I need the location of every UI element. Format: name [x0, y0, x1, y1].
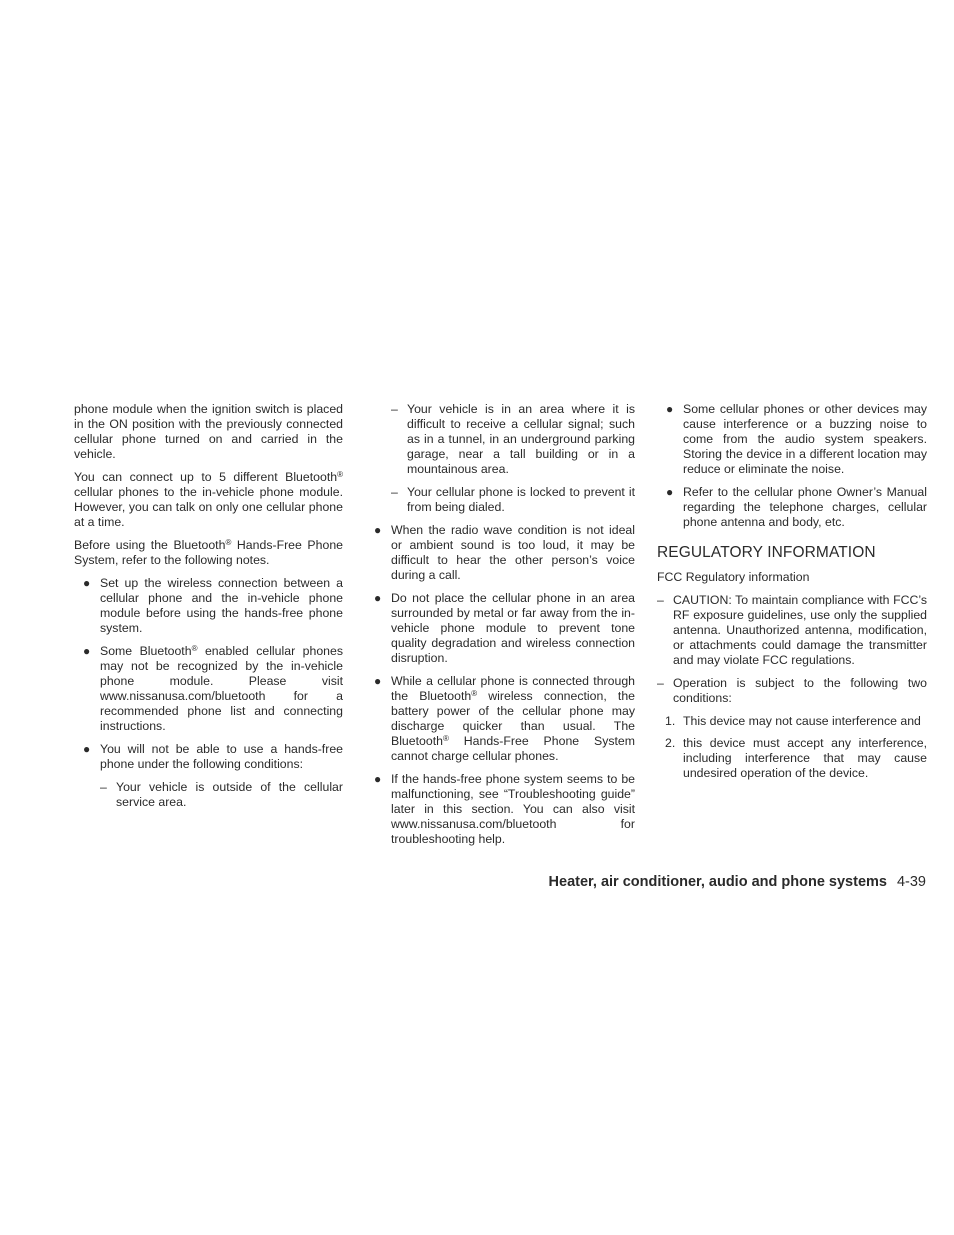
dash-icon: – [100, 780, 107, 794]
list-item: ● Do not place the cellular phone in an area surrounded by metal or far away from the in-vehicle phone module to prevent tone quality degradation and wireless connection disruption. [374, 591, 635, 665]
list-number: 2. [665, 736, 676, 750]
dash-icon: – [391, 485, 398, 499]
list-item: ● Set up the wireless connection between a cellular phone and the in-vehicle phone module before using the hands-free phone system. [83, 576, 343, 635]
list-item: – Operation is subject to the following two conditions: [657, 676, 927, 705]
list-number: 1. [665, 714, 676, 728]
column-2 [374, 402, 635, 855]
bullet-icon: ● [374, 772, 382, 786]
list-item: ● Refer to the cellular phone Owner’s Manual regarding the telephone charges, cellular phone antenna and body, etc. [666, 485, 927, 529]
dash-list [100, 780, 343, 810]
list-item: – Your vehicle is in an area where it is difficult to receive a cellular signal; such as in a tunnel, in an underground parking garage, near a tall building or in a mountainous area. [391, 402, 635, 476]
list-item: ● You will not be able to use a hands-free phone under the following conditions: – Your vehicle is outside of the cellular service area. [83, 742, 343, 809]
list-item: ● While a cellular phone is connected through the Bluetooth® wireless connection, the battery power of the cellular phone may discharge quicker than usual. The Bluetooth® Hands-Free Phone System cannot charge cellular phones. [374, 674, 635, 763]
list-item: ● Some cellular phones or other devices may cause interference or a buzzing noise to come from the audio system speakers. Storing the device in a different location may reduce or eliminate the noise. [666, 402, 927, 476]
dash-icon: – [657, 676, 664, 690]
bullet-list [657, 402, 927, 530]
column-1 [74, 402, 343, 818]
paragraph: phone module when the ignition switch is placed in the ON position with the previously connected cellular phone turned on and carried in the vehicle. [74, 402, 343, 461]
list-item: 1. This device may not cause interference and [665, 714, 921, 728]
dash-list [374, 402, 635, 515]
paragraph: Before using the Bluetooth® Hands-Free Phone System, refer to the following notes. [74, 538, 343, 567]
column-3 [657, 402, 927, 788]
list-item: – Your cellular phone is locked to prevent it from being dialed. [391, 485, 635, 514]
dash-icon: – [657, 593, 664, 607]
list-item: – CAUTION: To maintain compliance with FCC’s RF exposure guidelines, use only the supplied antenna. Unauthorized antenna, modification, or attachments could damage the transmitter and may violate FCC regulations. [657, 593, 927, 667]
page-number: 4-39 [896, 874, 926, 890]
list-item: – Your vehicle is outside of the cellular service area. [100, 780, 343, 809]
paragraph: You can connect up to 5 different Bluetooth® cellular phones to the in-vehicle phone module. However, you can talk on only one cellular phone at a time. [74, 470, 343, 529]
list-item: ● If the hands-free phone system seems to be malfunctioning, see “Troubleshooting guide” later in this section. You can also visit www.nissanusa.com/bluetooth for troubleshooting help. [374, 772, 635, 846]
section-heading: REGULATORY INFORMATION [657, 544, 876, 561]
dash-list [657, 593, 927, 706]
bullet-icon: ● [83, 576, 91, 590]
dash-icon: – [391, 402, 398, 416]
bullet-list [74, 576, 343, 810]
list-item: ● Some Bluetooth® enabled cellular phones may not be recognized by the in-vehicle phone module. Please visit www.nissanusa.com/bluetooth for a recommended phone list and connecting instructions. [83, 644, 343, 733]
subheading: FCC Regulatory information [657, 570, 810, 584]
bullet-icon: ● [374, 523, 382, 537]
bullet-icon: ● [374, 591, 382, 605]
bullet-icon: ● [83, 742, 91, 756]
numbered-list [657, 714, 927, 781]
bullet-icon: ● [666, 485, 674, 499]
bullet-icon: ● [374, 674, 382, 688]
bullet-icon: ● [666, 402, 674, 416]
list-item: 2. this device must accept any interference, including interference that may cause undesired operation of the device. [665, 736, 927, 780]
bullet-list [374, 523, 635, 847]
bullet-icon: ● [83, 644, 91, 658]
page-footer [549, 873, 926, 891]
footer-section-title: Heater, air conditioner, audio and phone systems [548, 874, 887, 890]
list-item: ● When the radio wave condition is not ideal or ambient sound is too loud, it may be difficult to hear the other person’s voice during a call. [374, 523, 635, 582]
